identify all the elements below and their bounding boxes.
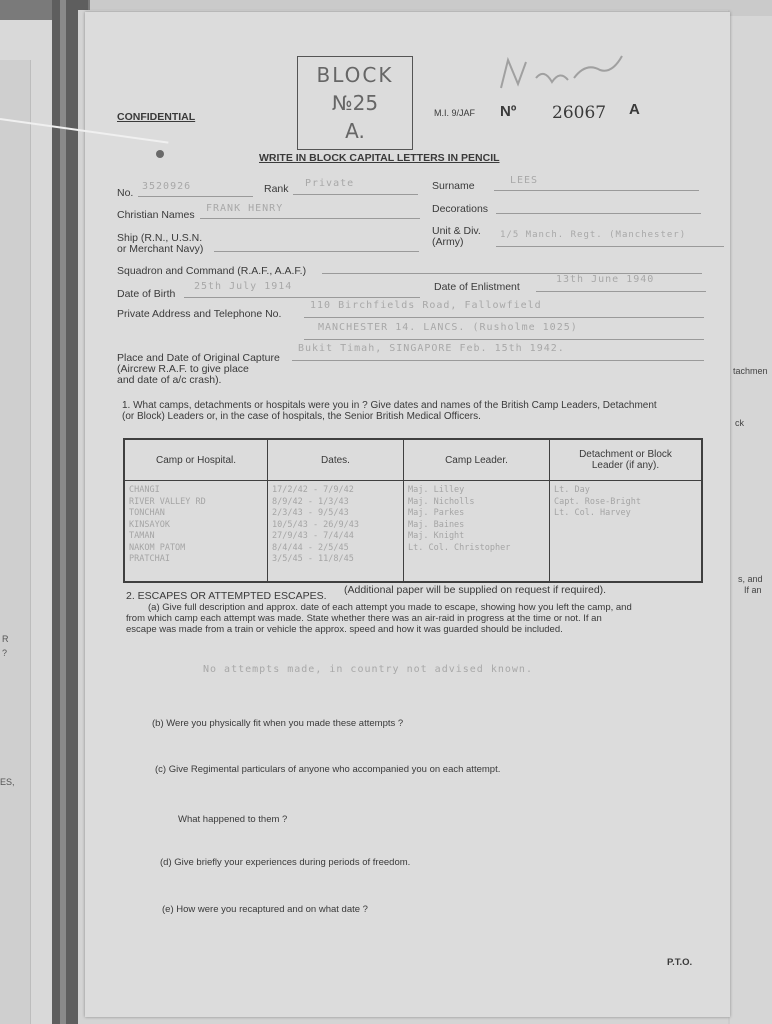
margin-fragment: ES, [0, 777, 15, 787]
camps-list: CHANGI RIVER VALLEY RD TONCHAN KINSAYOK TAMAN NAKOM PATOM PRATCHAI [129, 485, 206, 564]
question-2a-line-3: escape was made from a train or vehicle the approx. speed and how it was guarded should be included. [126, 624, 563, 635]
margin-fragment: If an [744, 585, 762, 595]
address-line-1 [304, 317, 704, 318]
pencil-initials [496, 48, 626, 93]
enlistment-line [536, 291, 706, 292]
margin-fragment: tachmen [733, 366, 768, 376]
unit-line [496, 246, 724, 247]
address-value-1: 110 Birchfields Road, Fallowfield [310, 300, 542, 311]
capture-label-2: (Aircrew R.A.F. to give place [117, 363, 249, 375]
ship-label-2: or Merchant Navy) [117, 243, 204, 255]
margin-fragment: R [2, 634, 9, 644]
right-page-under [730, 0, 772, 1024]
question-1-text-2: (or Block) Leaders or, in the case of hospitals, the Senior British Medical Officers. [122, 411, 481, 422]
stamp-line-2: №25 [331, 91, 379, 115]
decorations-line [496, 213, 701, 214]
capture-value: Bukit Timah, SINGAPORE Feb. 15th 1942. [298, 343, 565, 354]
camps-table [123, 438, 703, 583]
detachment-list: Lt. Day Capt. Rose-Bright Lt. Col. Harvey [554, 485, 641, 518]
instruction-heading: WRITE IN BLOCK CAPITAL LETTERS IN PENCIL [259, 152, 500, 164]
ship-label: Ship (R.N., U.S.N. [117, 232, 203, 244]
dates-list: 17/2/42 - 7/9/42 8/9/42 - 1/3/43 2/3/43 - 9/5/43 10/5/43 - 26/9/43 27/9/43 - 7/4/44 8/4/44 - 2/5/45 3/5/45 - 11/8/45 [272, 485, 359, 564]
surname-label: Surname [432, 180, 475, 192]
dob-line [184, 297, 420, 298]
surname-line [494, 190, 699, 191]
unit-value: 1/5 Manch. Regt. (Manchester) [500, 230, 687, 240]
question-2b: (b) Were you physically fit when you made these attempts ? [152, 718, 404, 729]
leaders-list: Maj. Lilley Maj. Nicholls Maj. Parkes Maj. Baines Maj. Knight Lt. Col. Christopher [408, 485, 511, 553]
rank-label: Rank [264, 183, 289, 195]
dob-label: Date of Birth [117, 288, 176, 300]
header-dates: Dates. [268, 439, 404, 481]
ship-line [214, 251, 419, 252]
punch-hole [156, 150, 164, 158]
address-line-2 [304, 339, 704, 340]
capture-label-3: and date of a/c crash). [117, 374, 222, 386]
no-line [138, 196, 253, 197]
capture-line [292, 360, 704, 361]
camps-cell [124, 481, 268, 583]
binding-highlight [60, 0, 66, 1024]
question-2a-answer: No attempts made, in country not advised known. [203, 664, 533, 675]
header-camp: Camp or Hospital. [124, 439, 268, 481]
question-2c-sub: What happened to them ? [178, 814, 288, 825]
margin-fragment: ck [735, 418, 744, 428]
margin-fragment: s, and [738, 574, 763, 584]
christian-names-label: Christian Names [117, 209, 195, 221]
question-2-title: 2. ESCAPES OR ATTEMPTED ESCAPES. [126, 590, 327, 602]
question-2-note: (Additional paper will be supplied on request if required). [344, 584, 607, 596]
number-label: Nº [500, 103, 517, 120]
question-1-text: 1. What camps, detachments or hospitals were you in ? Give dates and names of the British Camp Leaders, Detachment [122, 400, 657, 411]
address-value-2: MANCHESTER 14. LANCS. (Rusholme 1025) [318, 322, 578, 333]
question-2a-line-2: from which camp each attempt was made. State whether there was an air-raid in progress at the time or not. If an [126, 613, 602, 624]
header-detachment-line-1: Detachment or Block [579, 449, 672, 460]
stamp-line-1: BLOCK [316, 63, 394, 87]
question-2a-line-1: (a) Give full description and approx. date of each attempt you made to escape, showing how you left the camp, and [148, 602, 632, 613]
address-label: Private Address and Telephone No. [117, 308, 282, 320]
christian-names-value: FRANK HENRY [206, 203, 284, 214]
form-suffix: A [629, 101, 640, 118]
christian-names-line [200, 218, 420, 219]
margin-fragment: ? [2, 648, 8, 658]
question-2d: (d) Give briefly your experiences during periods of freedom. [160, 857, 411, 868]
left-page-inner [0, 60, 31, 1024]
confidential-label: CONFIDENTIAL [117, 111, 196, 123]
no-value: 3520926 [142, 181, 192, 192]
decorations-label: Decorations [432, 203, 489, 215]
detachment-cell [550, 481, 703, 583]
unit-label: Unit & Div. [432, 225, 481, 237]
rank-value: Private [305, 178, 355, 189]
no-label: No. [117, 187, 134, 199]
form-number: 26067 [552, 103, 607, 123]
enlistment-value: 13th June 1940 [556, 274, 655, 285]
question-2c: (c) Give Regimental particulars of anyone who accompanied you on each attempt. [155, 764, 501, 775]
enlistment-label: Date of Enlistment [434, 281, 520, 293]
pto-label: P.T.O. [667, 957, 693, 968]
capture-label: Place and Date of Original Capture [117, 352, 280, 364]
dates-cell [268, 481, 404, 583]
question-2e: (e) How were you recaptured and on what date ? [162, 904, 368, 915]
header-detachment [550, 439, 703, 481]
surname-value: LEES [510, 175, 539, 186]
unit-label-2: (Army) [432, 236, 464, 248]
stamp-line-3: A. [345, 119, 365, 143]
rank-line [293, 194, 418, 195]
block-stamp [297, 56, 413, 150]
ref-code: M.I. 9/JAF [434, 108, 476, 118]
header-leader: Camp Leader. [404, 439, 550, 481]
header-detachment-line-2: Leader (if any). [591, 460, 660, 471]
squadron-label: Squadron and Command (R.A.F., A.A.F.) [117, 265, 307, 277]
dob-value: 25th July 1914 [194, 281, 293, 292]
leaders-cell [404, 481, 550, 583]
